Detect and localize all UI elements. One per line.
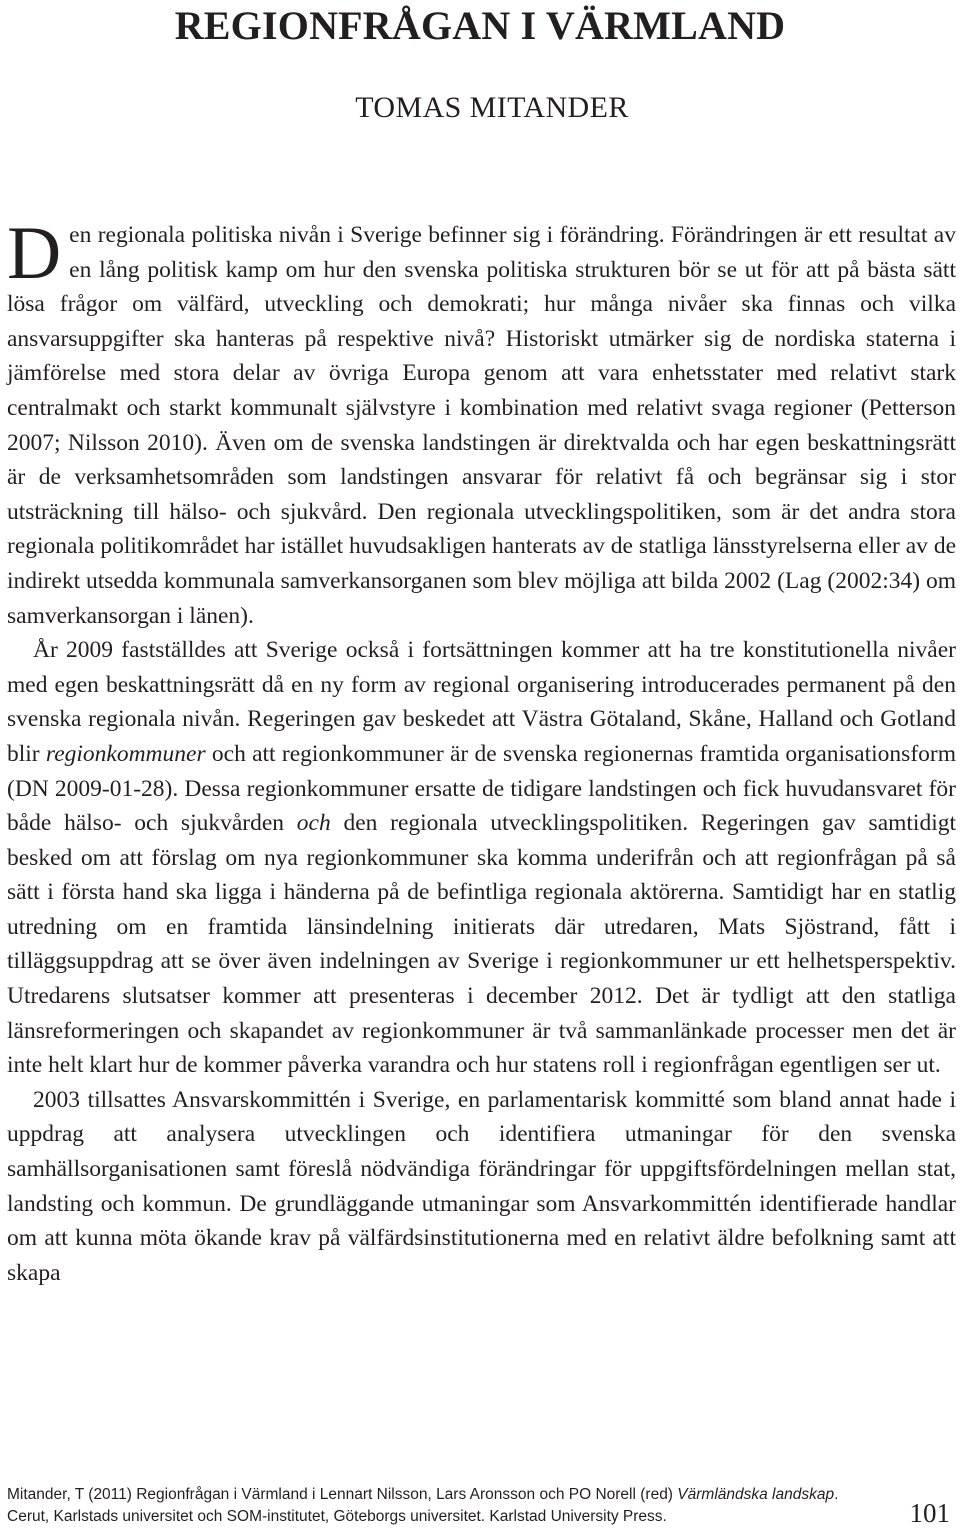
paragraph-2-emphasis-2: och — [296, 810, 331, 837]
paragraph-1 — [7, 212, 956, 633]
paragraph-2-text-c: den regionala utvecklingspolitiken. Regeringen gav samtidigt besked om att förslag om nya regionkommuner ska komma underifrån och att regionfrågan på så sätt i första hand ska ligga i händerna på de befintliga regionala aktörerna. Samtidigt har en statlig utredning om en framtida länsindelning initierats där utredaren, Mats Sjöstrand, fått i tilläggsuppdrag att se över även indelningen av Sverige i regionkommuner ur ett helhetsperspektiv. Utredarens slutsatser kommer att presenteras i december 2012. Det är tydligt att den statliga länsreformeringen och skapandet av regionkommuner är två sammanlänkade processer men det är inte helt klart hur de kommer påverka varandra och hur statens roll i regionfrågan egentligen ser ut. — [7, 810, 957, 1079]
page-title: REGIONFRÅGAN I VÄRMLAND — [174, 3, 786, 48]
article-body — [7, 212, 957, 1290]
paragraph-2-text-b: och att regionkommuner är de svenska regionernas framtida organisationsform (DN 2009-01-28). Dessa regionkommuner ersatte de tidigare landstingen och fick huvudansvaret för både hälso- och sjukvården — [7, 740, 956, 837]
paragraph-2 — [7, 633, 956, 1083]
paragraph-2-text-a: År 2009 fastställdes att Sverige också i fortsättningen kommer att ha tre konstitutionella nivåer med egen beskattningsrätt då en ny form av regional organisering introducerades permanent på den svenska regionala nivån. Regeringen gav beskedet att Västra Götaland, Skåne, Halland och Gotland blir — [7, 637, 956, 767]
citation-footnote — [7, 1484, 847, 1528]
paragraph-3 — [7, 1083, 956, 1291]
drop-cap: D — [7, 212, 62, 295]
paragraph-1-text: en regionala politiska nivån i Sverige befinner sig i förändring. Förändringen är ett resultat av en lång politisk kamp om hur den svenska politiska strukturen bör se ut för att på bästa sätt lösa frågor om välfärd, utveckling och demokrati; hur många nivåer ska finnas och vilka ansvarsuppgifter ska hanteras på respektive nivå? Historiskt utmärker sig de nordiska staterna i jämförelse med stora delar av övriga Europa genom att vara enhetsstater med relativt stark centralmakt och starkt kommunalt självstyre i kombination med relativt svaga regioner (Petterson 2007; Nilsson 2010). Även om de svenska landstingen är direktvalda och har egen beskattningsrätt är de verksamhetsområden som landstingen ansvarar för relativt få och begränsar sig i stor utsträckning till hälso- och sjukvård. Den regionala utvecklingspolitiken, som är det andra stora regionala politikområdet har istället huvudsakligen hanterats av de statliga länsstyrelserna eller av de indirekt utsedda kommunala samverkansorganen som blev möjliga att bilda 2002 (Lag (2002:34) om samverkansorgan i länen). — [7, 222, 956, 629]
citation-text-b: . Cerut, Karlstads universitet och SOM-institutet, Göteborgs universitet. Karlstad University Press. — [7, 1486, 839, 1525]
paragraph-3-text: 2003 tillsattes Ansvarskommittén i Sverige, en parlamentarisk kommitté som bland annat hade i uppdrag att analysera utvecklingen och identifiera utmaningar för den svenska samhällsorganisationen samt föreslå nödvändiga förändringar för uppgiftsfördelningen mellan stat, landsting och kommun. De grundläggande utmaningar som Ansvarkommittén identifierade handlar om att kunna möta ökande krav på välfärdsinstitutionerna med en relativt äldre befolkning samt att skapa — [7, 1086, 956, 1286]
page-number: 101 — [909, 1498, 950, 1528]
paragraph-2-emphasis-1: regionkommuner — [45, 740, 206, 767]
citation-text-a: Mitander, T (2011) Regionfrågan i Värmland i Lennart Nilsson, Lars Aronsson och PO Norell (red) — [7, 1486, 673, 1503]
author-name: TOMAS MITANDER — [355, 91, 629, 124]
citation-book-title: Värmländska landskap — [677, 1486, 835, 1503]
